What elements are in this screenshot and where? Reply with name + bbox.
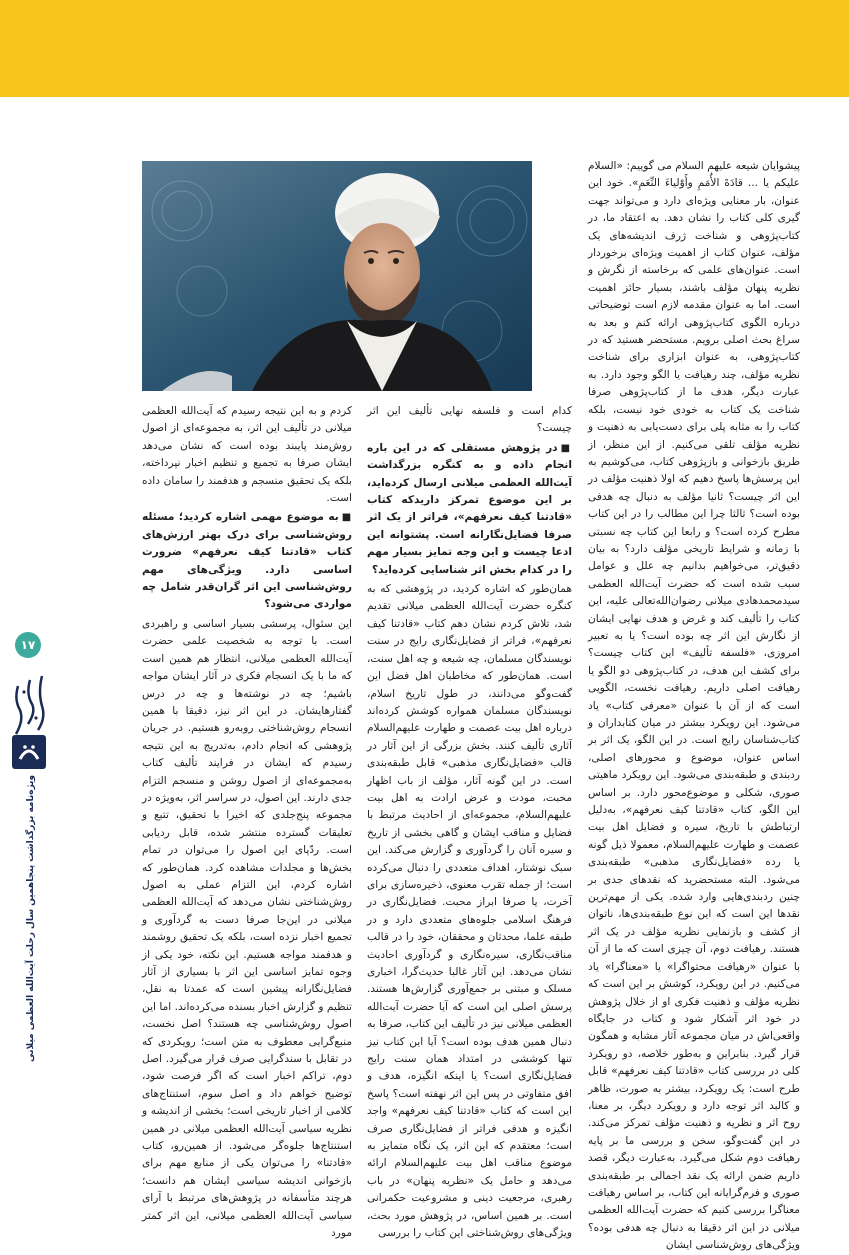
square-bullet-icon: ■ [560, 442, 573, 454]
paragraph: همان‌طور که اشاره کردید، در پژوهشی که به کنگره حضرت آیت‌الله العظمی میلانی تقدیم شد، تلاش کردم نشان دهم کتاب «قادتنا کیف نعرفهم»، فراتر از فضایل‌نگاری رایج در سنت نویسندگان مسلمان، چه شیعه و چه اهل سنت، است. همان‌طور که مخاطبان اهل فضل این گفت‌وگو می‌دانند، در طول تاریخ اسلام، نویسندگان مسلمان همواره کوشش کرده‌اند درباره اهل بیت عصمت و طهارت علیهم‌السلام آثاری تألیف کنند. بخش بزرگی از این آثار در قالب «فضایل‌نگاری مذهبی» قابل طبقه‌بندی است. در این گونه آثار، مؤلف از باب اظهار محبت، مودت و عرض ارادت به اهل بیت علیهم‌السلام، مجموعه‌ای از احادیث مرتبط با فضایل و مناقب ایشان و گاهی بخشی از تاریخ و سیره آنان را گردآوری و گزارش می‌کند. این سبک نوشتار، اهداف متعددی را دنبال می‌کرده است؛ از جمله تقرب معنوی، ذخیره‌سازی برای آخرت، یا صرفا ابراز محبت. فضایل‌نگاری در فرهنگ اسلامی جلوه‌های متعددی دارد و در طبقه علما، محدثان و محققان، خود را در قالب مناقب‌نگاری، سیره‌نگاری و گردآوری احادیث نشان می‌دهد. این آثار غالبا حدیث‌گرا، اخباری مسلک و مبتنی بر جمع‌آوری گزارش‌ها هستند. پرسش اصلی این است که آیا حضرت آیت‌الله العظمی میلانی نیز در تألیف این کتاب، صرفا به دنبال همین هدف بوده است؟ آیا این کتاب نیز تنها کوششی در امتداد همان سنت رایج فضایل‌نگاری است؟ یا اینکه انگیزه، هدف و افق متفاوتی در پس این اثر نهفته است؟ پاسخ این است که کتاب «قادتنا کیف نعرفهم» واجد انگیزه و هدفی فراتر از فضایل‌نگاری صرف است؛ معتقدم که این اثر، یک نگاه متمایز به موضوع مناقب اهل بیت علیهم‌السلام ارائه می‌دهد و حامل یک «نظریه پنهان» در باب رهبری، مرجعیت دینی و مشروعیت حکمرانی است. بر همین اساس، در پژوهش مورد بحث، ویژگی‌های روش‌شناختی این کتاب را بررسی [367, 583, 572, 1240]
question-text: به موضوع مهمی اشاره کردید؛ مسئله روش‌شناسی برای درک بهتر ارزش‌های کتاب «قادتنا کیف نعرفهم» ضرورت اساسی دارد. ویژگی‌های مهم روش‌شناسی این اثر گران‌قدر شامل چه مواردی می‌شود؟ [142, 511, 352, 611]
article-column-left [142, 403, 352, 1240]
question-text: در پژوهش مستقلی که در این باره انجام داده و به کنگره بزرگداشت آیت‌الله العظمی میلانی ارسال کرده‌اید، بر این موضوع تمرکز داریدکه کتاب «قادتنا کیف نعرفهم»، فراتر از یک اثر صرفا فضایل‌نگارانه است. پشتوانه این ادعا چیست و این وجه تمایز بسیار مهم را در کدام بخش اثر شناسایی کرده‌اید؟ [367, 441, 572, 576]
interview-question [367, 440, 572, 579]
masthead-calligraphy-logo [8, 672, 52, 740]
paragraph: کردم و به این نتیجه رسیدم که آیت‌الله العظمی میلانی در تألیف این اثر، به مجموعه‌ای از اصول روش‌مند پایبند بوده است که نشان می‌دهد ایشان صرفا به تجمیع و تنظیم اخبار نپرداخته، بلکه یک تحقیق منسجم و هدفمند را سامان داده است. [142, 405, 352, 505]
square-bullet-icon: ■ [341, 512, 352, 524]
paragraph: کدام است و فلسفه نهایی تألیف این اثر چیست؟ [367, 405, 572, 435]
article-column-middle [367, 403, 573, 1240]
interviewee-photo [142, 161, 532, 391]
paragraph: پیشوایان شیعه علیهم السلام می گوییم: «السلام علیکم یا ... قادَةَ الأُمَمِ وأَوْلیاءَ النِّعَمِ». خود این عنوان، بار معنایی ویژه‌ای دارد و می‌تواند جهت گیری کلی کتاب را نشان دهد. به اعتقاد ما، در کتاب‌پژوهی و شناخت ژرف اندیشه‌های یک مؤلف، عنوان کتاب از اهمیت ویژه‌ای برخوردار است. عنوان‌های علمی که برخاسته از نگرش و نظریه پنهان مؤلف باشند، بسیار حائز اهمیت است. اما به عنوان مقدمه لازم است توضیحاتی درباره الگوی کتاب‌پژوهی ارائه کنم و بعد به سراغ بحث اصلی برویم. مستحضر هستید که در کتاب‌پژوهی، به عنوان ابزاری برای شناخت نظریه مؤلف، چند رهیافت یا الگو وجود دارد. به عبارت دیگر، هدف ما از کتاب‌پژوهی صرفا شناخت یک کتاب به خودی خود نیست، بلکه کتاب را به مثابه پلی برای دست‌یابی به ذهنیت و نظریه مؤلف تلقی می‌کنیم. از این منظر، از طریق بازخوانی و بازپژوهی کتاب، می‌کوشیم به این پرسش‌ها پاسخ دهیم که اولا ذهنیت مؤلف در این اثر چیست؟ ثانیا مؤلف به دنبال چه هدفی بوده است؟ ثالثا چرا این مطالب را در این کتاب مطرح کرده است؟ و رابعا این کتاب چه نسبتی با زمانه و شرایط تاریخی مؤلف دارد؟ به بیان دقیق‌تر، می‌خواهیم بدانیم چه علل و عوامل سبب شده است که حضرت آیت‌الله العظمی سیدمحمدهادی میلانی رضوان‌الله‌تعالی علیه، این کتاب را تألیف کند و غرض و هدف نهایی ایشان از نگارش این اثر چه بوده است؟ یا به تعبیر امروزی، «فلسفه تألیف» این کتاب چیست؟ برای کشف این هدف، در کتاب‌پژوهی دو الگو یا رهیافت اصلی داریم. رهیافت نخست، الگویی است که از آن با عنوان «معرفی کتاب» یاد می‌شود. این رویکرد بیشتر در میان کتابداران و کتاب‌شناسان رایج است. در این الگو، یک اثر بر اساس عنوان، موضوع و محورهای اصلی، ردبندی و طبقه‌بندی می‌شود. این رویکرد ماهیتی صوری، شکلی و موضوع‌محور دارد. بر اساس این الگو، کتاب «قادتنا کیف نعرفهم»، به‌دلیل ارتباطش با تاریخ، سیره و فضایل اهل بیت عصمت و طهارت علیهم‌السلام، معمولا ذیل گونه یا رده «فضایل‌نگاری مذهبی» طبقه‌بندی می‌شود. البته مستحضرید که نقدهای جدی بر چنین ردبندی‌هایی وارد شده. یکی از مهم‌ترین نقدها این است که این نوع طبقه‌بندی‌ها، ناتوان از کشف و بازنمایی نظریه مؤلف در یک اثر هستند. رهیافت دوم، آن چیزی است که ما از آن با عنوان «رهیافت محتواگرا» یا «معناگرا» یاد می‌کنیم. در این رویکرد، کوشش بر این است که نظریه مؤلف و ذهنیت فکری او از خلال پژوهش در خود اثر آشکار شود و کتاب در جایگاه واقعی‌اش در میان مجموعه آثار مشابه و همگون قرار گیرد. بنابراین و به‌طور خلاصه، دو رویکرد کلی در بررسی کتاب «قادتنا کیف نعرفهم» قابل طرح است: یک رویکرد، بیشتر به صورت، ظاهر و کالبد اثر توجه دارد و رویکرد دیگر، بر معنا، روح اثر و نظریه و ذهنیت مؤلف تمرکز می‌کند. در این گفت‌وگو، سخن و بررسی ما بر پایه رهیافت دوم شکل می‌گیرد. به‌عبارت دیگر، قصد داریم ضمن ارائه یک نقد اجمالی بر طبقه‌بندی صوری و فرم‌گرایانه این کتاب، بر اساس رهیافت معناگرا بررسی کنیم که حضرت آیت‌الله العظمی میلانی در این اثر دقیقا به دنبال چه هدفی بوده؟ ویژگی‌های روش‌شناسی ایشان [588, 160, 800, 1252]
interview-question [142, 509, 352, 613]
article-column-right [588, 158, 800, 1252]
portrait-photo [142, 161, 532, 391]
paragraph: این سئوال، پرسشی بسیار اساسی و راهبردی است. با توجه به شخصیت علمی حضرت آیت‌الله العظمی میلانی، انتظار هم همین است که ما با یک انسجام فکری در آثار ایشان مواجه باشیم؛ چه در نوشته‌ها و چه در درس گفتارهایشان. در این اثر نیز، دقیقا با همین انسجام روش‌شناختی روبه‌رو هستیم. در جریان پژوهشی که انجام دادم، به‌تدریج به این نتیجه رسیدم که ایشان در فرایند تألیف کتاب به‌مجموعه‌ای از اصول روشن و منسجم التزام جدی دارند. این اصول، در سراسر اثر، به‌ویژه در مجموعه پنج‌جلدی که اخیرا با تحقیق، تتبع و تعلیقات گسترده منتشر شده، قابل ردیابی است. ردّپای این اصول را می‌توان در تمام بخش‌ها و مجلدات مشاهده کرد. همان‌طور که اشاره کردم، این التزام عملی به اصول روش‌شناختی نشان می‌دهد که آیت‌الله العظمی میلانی در این‌جا صرفا دست به گردآوری و تجمیع اخبار نزده است، بلکه یک تحقیق روشمند و هدفمند مواجه هستیم. این نکته، خود یکی از وجوه تمایز اساسی این اثر با بسیاری از آثار فضایل‌نگارانه پیشین است که عمدتا به نقل، تنظیم و گزارش اخبار بسنده می‌کرده‌اند. اما این اصول روش‌شناسی چه هستند؟ اصل نخست، منبع‌گرایی معطوف به متن است؛ رویکردی که در تقابل با سندگرایی صرف قرار می‌گیرد. اصل دوم، تراکم اخبار است که اگر فرصت شود، توضیح خواهم داد و اصل سوم، استنتاج‌های کلامی از اخبار تاریخی است؛ بخشی از اندیشه و نظریه سیاسی آیت‌الله العظمی میلانی در همین استنتاج‌ها جلوه‌گر می‌شود. از همین‌رو، کتاب «قادتنا» را می‌توان یکی از منابع مهم برای بازخوانی اندیشه سیاسی ایشان هم دانست؛ هرچند متأسفانه در پژوهش‌های مرتبط با آرای سیاسی آیت‌الله العظمی میلانی، این اثر کمتر مورد [142, 617, 352, 1240]
qadr-logo [12, 735, 46, 769]
masthead-caption: ویژه‌نامه بزرگداشت پنجاهمین سال رحلت آیت‌الله العظمی میلانی [26, 775, 36, 1063]
header-color-band [0, 0, 849, 97]
page-number: ۱۷ [15, 632, 41, 658]
